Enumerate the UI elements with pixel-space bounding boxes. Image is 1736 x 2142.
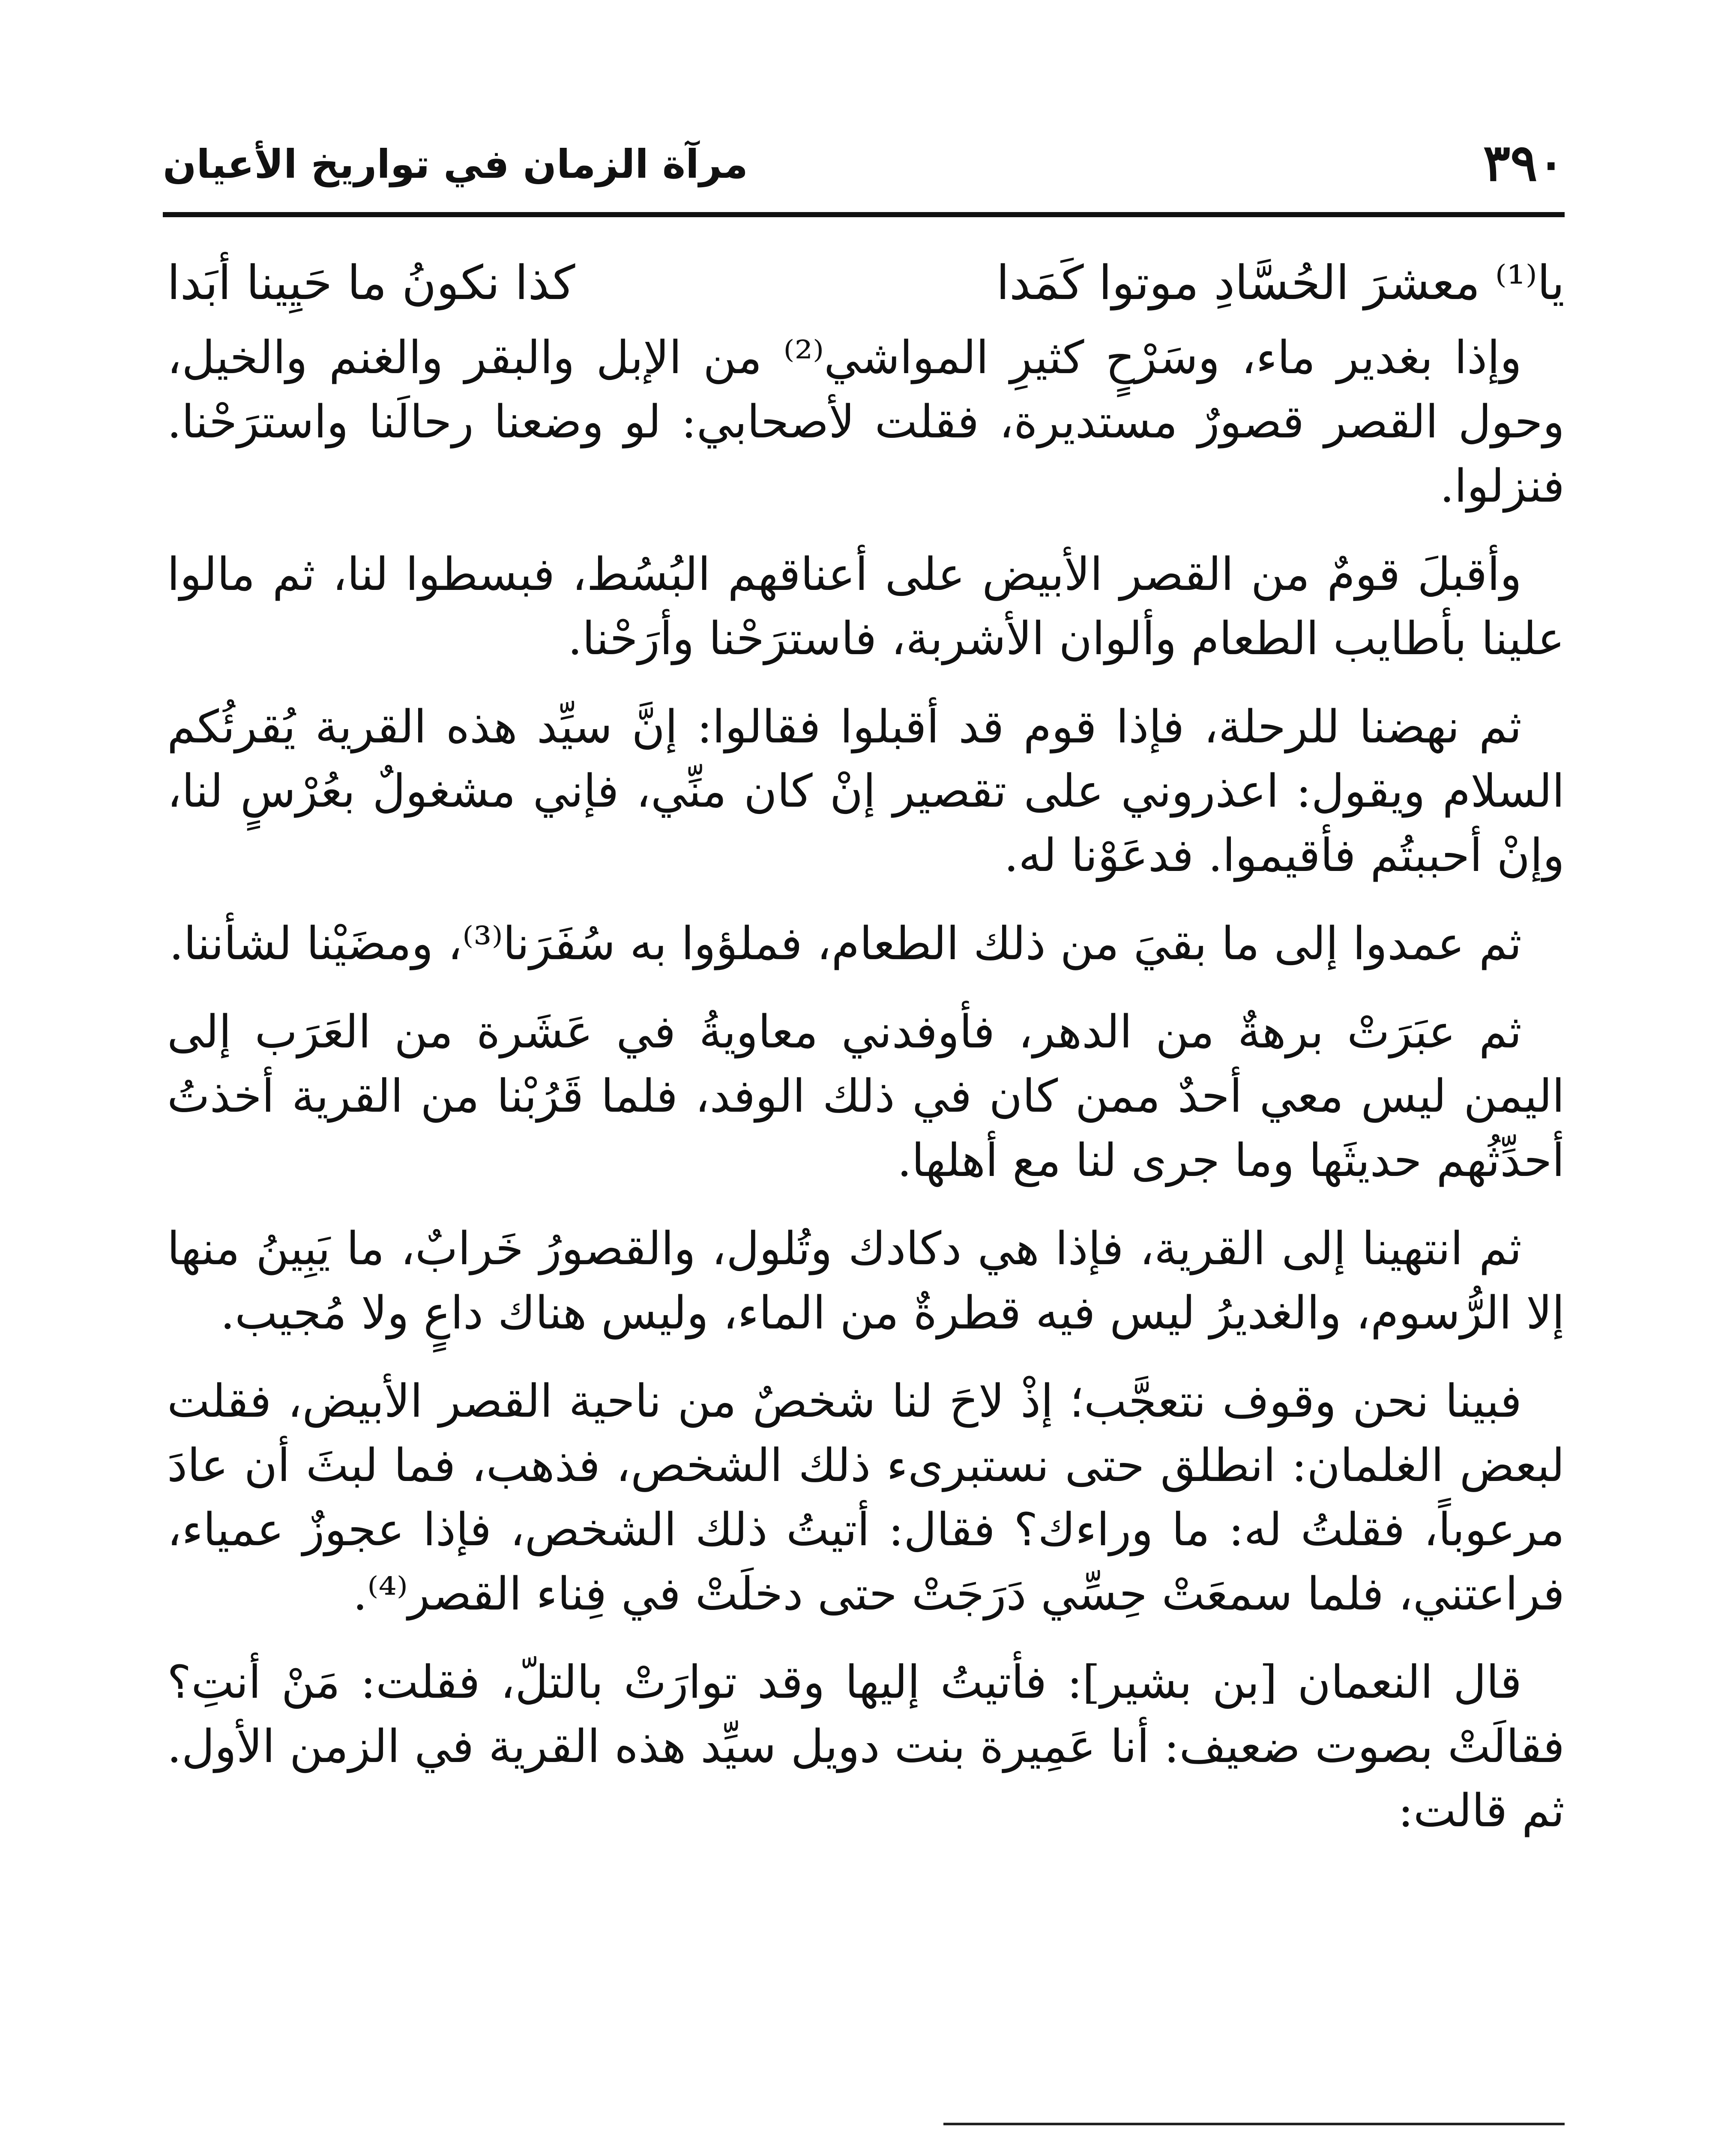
page-body: [167, 240, 1565, 1843]
poetry-verse: [167, 240, 1565, 326]
verse-first-hemistich: يا⁽¹⁾ معشرَ الحُسَّادِ موتوا كَمَدا: [996, 255, 1565, 310]
paragraph-6: ثم انتهينا إلى القرية، فإذا هي دكادك وتُلول، والقصورُ خَرابٌ، ما يَبِينُ منها إلا الرُّسوم، والغديرُ ليس فيه قطرةٌ من الماء، وليس هناك داعٍ ولا مُجيب.: [167, 1222, 1565, 1339]
verse-second-hemistich: كذا نكونُ ما حَيِينا أبَدا: [167, 255, 575, 310]
running-title: مرآة الزمان في تواريخ الأعيان: [163, 141, 748, 187]
page-number: ٣٩٠: [1483, 133, 1565, 192]
page-header: [163, 129, 1565, 201]
paragraph-1: وإذا بغدير ماء، وسَرْحٍ كثيرِ المواشي⁽²⁾ من الإبل والبقر والغنم والخيل، وحول القصر قصورٌ مستديرة، فقلت لأصحابي: لو وضعنا رحالَنا واسترَحْنا. فنزلوا.: [167, 331, 1565, 512]
paragraph-3: ثم نهضنا للرحلة، فإذا قوم قد أقبلوا فقالوا: إنَّ سيِّد هذه القرية يُقرئُكم السلام ويقول: اعذروني على تقصير إنْ كان منِّي، فإني مشغولٌ بعُرْسٍ لنا، وإنْ أحببتُم فأقيموا. فدعَوْنا له.: [167, 700, 1565, 882]
paragraph-7: فبينا نحن وقوف نتعجَّب؛ إذْ لاحَ لنا شخصٌ من ناحية القصر الأبيض، فقلت لبعض الغلمان: انطلق حتى نستبرىء ذلك الشخص، فذهب، فما لبثَ أن عادَ مرعوباً، فقلتُ له: ما وراءك؟ فقال: أتيتُ ذلك الشخص، فإذا عجوزٌ عمياء، فراعتني، فلما سمعَتْ حِسِّي دَرَجَتْ حتى دخلَتْ في فِناء القصر⁽⁴⁾.: [167, 1375, 1565, 1620]
paragraph-5: ثم عبَرَتْ برهةٌ من الدهر، فأوفدني معاويةُ في عَشَرة من العَرَب إلى اليمن ليس معي أحدٌ ممن كان في ذلك الوفد، فلما قَرُبْنا من القرية أخذتُ أحدِّثُهم حديثَها وما جرى لنا مع أهلها.: [167, 1005, 1565, 1187]
paragraph-8: قال النعمان [بن بشير]: فأتيتُ إليها وقد توارَتْ بالتلّ، فقلت: مَنْ أنتِ؟ فقالَتْ بصوت ضعيف: أنا عَمِيرة بنت دويل سيِّد هذه القرية في الزمن الأول. ثم قالت:: [167, 1656, 1565, 1837]
paragraph-2: وأقبلَ قومٌ من القصر الأبيض على أعناقهم البُسُط، فبسطوا لنا، ثم مالوا علينا بأطايب الطعام وألوان الأشربة، فاسترَحْنا وأرَحْنا.: [167, 548, 1565, 665]
paragraph-4: ثم عمدوا إلى ما بقيَ من ذلك الطعام، فملؤوا به سُفَرَنا⁽³⁾، ومضَيْنا لشأننا.: [169, 917, 1522, 970]
header-rule: [163, 212, 1565, 217]
footnote-separator: [943, 2123, 1565, 2125]
